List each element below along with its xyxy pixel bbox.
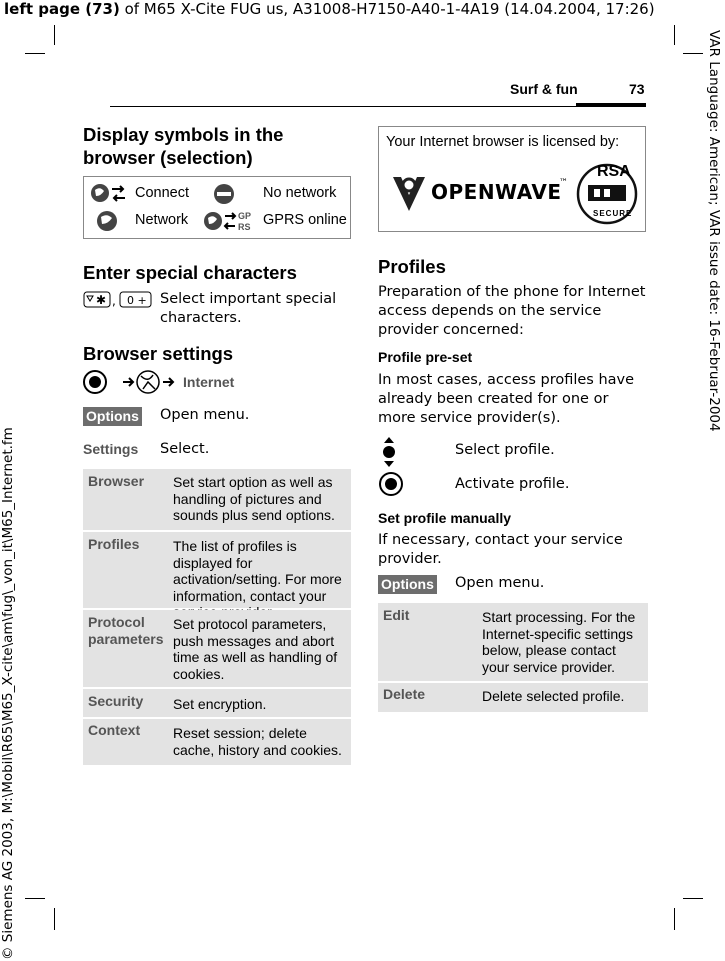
nav-up-down-icon [378, 437, 400, 467]
network-label: Network [135, 212, 189, 228]
profiles-heading: Profiles [378, 256, 446, 277]
row-key: Protocol parameters [88, 614, 164, 647]
row-key: Context [88, 722, 141, 738]
row-key: Edit [383, 607, 410, 623]
special-chars-text: Select important special characters. [160, 291, 337, 326]
browser-settings-heading: Browser settings [83, 343, 234, 364]
nav-center-icon [378, 471, 404, 497]
crop-mark [674, 908, 675, 930]
row-key: Browser [88, 473, 145, 489]
row-value: Delete selected profile. [482, 688, 625, 704]
openwave-logo-icon [389, 171, 429, 215]
openwave-wordmark: OPENWAVE [431, 180, 562, 204]
print-header: left page (73) of M65 X-Cite FUG us, A31008-H7150-A40-1-4A19 (14.04.2004, 17:26) [4, 0, 655, 18]
manual-text: If necessary, contact your service provider. [378, 532, 623, 567]
no-network-icon [213, 183, 235, 205]
network-icon [96, 210, 118, 232]
gprs-online-icon [203, 208, 255, 234]
crop-mark [54, 25, 55, 45]
svg-text:,: , [112, 294, 116, 308]
gprs-online-label: GPRS online [263, 212, 347, 228]
row-key: Delete [383, 686, 426, 702]
page-number: 73 [629, 81, 645, 97]
crop-mark [25, 53, 45, 54]
profiles-intro: Preparation of the phone for Internet access depends on the service provider concerned: [378, 284, 646, 338]
no-network-label: No network [263, 185, 337, 201]
svg-text:GP: GP [238, 211, 252, 221]
row-value: Set protocol parameters, push messages and abort time as well as handling of cookies. [173, 616, 338, 682]
activate-profile-text: Activate profile. [455, 476, 570, 492]
nav-internet-label: Internet [183, 374, 235, 390]
openwave-tm: ™ [559, 178, 568, 188]
row-value: Reset session; delete cache, history and cookies. [173, 725, 342, 758]
crop-mark [25, 898, 45, 899]
crop-mark [674, 25, 675, 45]
preset-text: In most cases, access profiles have already been created for one or more service provider(s). [378, 372, 635, 426]
running-head-title: Surf & fun [510, 81, 578, 97]
connect-label: Connect [135, 185, 190, 201]
row-value: Set encryption. [173, 696, 267, 712]
preset-heading: Profile pre-set [378, 349, 473, 365]
options-softkey-profiles[interactable]: Options [378, 575, 437, 594]
select-profile-text: Select profile. [455, 442, 555, 458]
connect-icon [90, 182, 128, 204]
symbols-table [83, 176, 351, 239]
row-value: The list of profiles is displayed for activation/setting. For more information, contact your [173, 538, 342, 604]
rsa-wordmark: RSA [597, 163, 631, 180]
header-rule [110, 106, 646, 107]
display-symbols-heading: Display symbols in the browser (selection) [83, 124, 284, 168]
settings-softkey[interactable]: Settings [83, 441, 139, 457]
row-key: Security [88, 693, 144, 709]
rsa-ring-text: SECURE [593, 209, 633, 218]
side-note-copyright: © Siemens AG 2003, M:\Mobil\R65\M65_X-cite\am\fug\_von_it\M65_Internet.fm [0, 427, 16, 960]
options-text: Open menu. [160, 407, 250, 423]
svg-text:✱: ✱ [96, 293, 107, 307]
svg-text:0 +: 0 + [127, 294, 147, 307]
crop-mark [683, 53, 703, 54]
crop-mark [54, 908, 55, 930]
settings-text: Select. [160, 441, 210, 457]
crop-mark [683, 898, 703, 899]
options-text-profiles: Open menu. [455, 575, 545, 591]
svg-text:RS: RS [238, 222, 251, 232]
side-note-language: VAR Language: American; VAR issue date: 16-Februar-2004 [706, 30, 722, 432]
nav-path-icons [83, 369, 183, 395]
row-key: Profiles [88, 536, 140, 552]
special-chars-heading: Enter special characters [83, 262, 297, 283]
header-rule-accent [576, 103, 646, 107]
options-softkey[interactable]: Options [83, 407, 142, 426]
row-value: Start processing. For the Internet-specific settings below, please contact your service provider. [482, 609, 636, 675]
license-text: Your Internet browser is licensed by: [386, 134, 620, 150]
star-zero-keys-icon [83, 290, 153, 310]
manual-heading: Set profile manually [378, 510, 512, 526]
row-value: Set start option as well as handling of pictures and sounds plus send options. [173, 474, 335, 523]
license-box [378, 126, 646, 232]
